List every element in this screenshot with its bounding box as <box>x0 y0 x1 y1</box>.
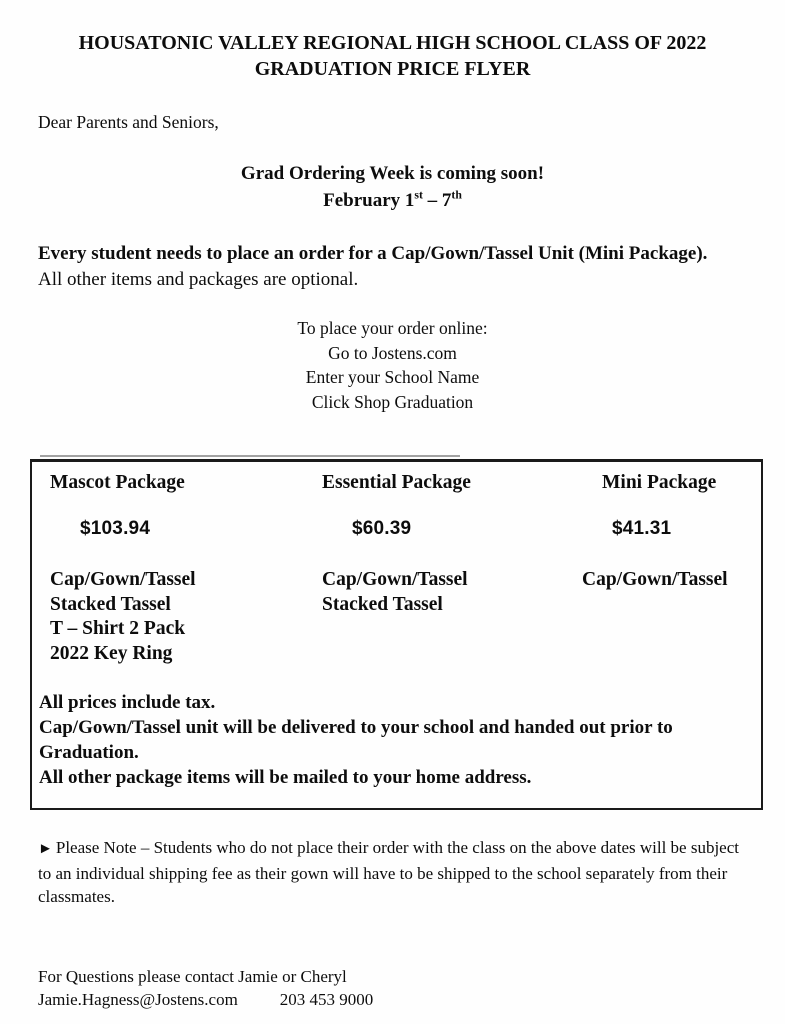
package-essential <box>304 472 564 666</box>
contact-block <box>38 965 760 1012</box>
date-middle: – 7 <box>422 190 452 211</box>
package-price: $60.39 <box>352 518 412 539</box>
arrow-right-icon: ► <box>38 841 53 857</box>
announcement-headline: Grad Ordering Week is coming soon! <box>240 163 545 184</box>
package-pricing-box <box>30 459 763 810</box>
contact-phone: 203 453 9000 <box>279 990 374 1009</box>
order-online-line: Go to Jostens.com <box>328 342 457 363</box>
package-item: 2022 Key Ring <box>50 642 173 664</box>
package-item: Stacked Tassel <box>322 593 443 615</box>
title-line-2: GRADUATION PRICE FLYER <box>254 58 531 80</box>
pricing-note: All prices include tax. <box>39 692 216 713</box>
announcement-dates <box>0 187 785 214</box>
date-ordinal-th: th <box>451 188 462 202</box>
requirement-regular-text: All other items and packages are optional. <box>38 269 359 290</box>
package-mascot <box>32 472 304 666</box>
order-online-line: Enter your School Name <box>305 367 480 387</box>
package-name: Mini Package <box>602 472 717 493</box>
package-mini <box>564 472 761 666</box>
package-item: Cap/Gown/Tassel <box>50 569 196 590</box>
salutation: Dear Parents and Seniors, <box>38 112 219 132</box>
page-title <box>40 30 745 82</box>
requirement-bold-text: Every student needs to place an order for a Cap/Gown/Tassel Unit (Mini Package). <box>38 243 708 264</box>
contact-details <box>38 988 760 1012</box>
order-online-line: Click Shop Graduation <box>311 391 474 412</box>
package-item-list <box>582 568 761 593</box>
order-online-line: To place your order online: <box>297 318 488 338</box>
package-name: Essential Package <box>322 472 471 493</box>
order-online-instructions <box>0 316 785 414</box>
package-price: $103.94 <box>80 518 151 539</box>
package-item: T – Shirt 2 Pack <box>50 618 186 639</box>
announcement <box>0 160 785 214</box>
package-price: $41.31 <box>612 518 672 539</box>
requirement-paragraph <box>38 241 710 293</box>
date-prefix: February 1 <box>323 190 415 211</box>
date-ordinal-st: st <box>414 188 423 202</box>
package-item-list <box>322 568 564 617</box>
package-item: Stacked Tassel <box>50 593 171 615</box>
package-columns <box>32 472 761 666</box>
pricing-note: All other package items will be mailed to your home address. <box>39 767 532 788</box>
please-note-text: Please Note – Students who do not place their order with the class on the above dates will be subject to an individual shipping fee as their gown will have to be shipped to the school separately from their classmates. <box>38 838 739 906</box>
package-name: Mascot Package <box>50 472 185 493</box>
contact-email: Jamie.Hagness@Jostens.com <box>38 990 238 1009</box>
pricing-notes <box>32 690 761 790</box>
package-item: Cap/Gown/Tassel <box>582 569 728 590</box>
contact-line: For Questions please contact Jamie or Cheryl <box>38 966 347 986</box>
title-line-1: HOUSATONIC VALLEY REGIONAL HIGH SCHOOL CLASS OF 2022 <box>78 32 707 54</box>
please-note-paragraph <box>38 836 755 909</box>
pricing-note: Cap/Gown/Tassel unit will be delivered to your school and handed out prior to Graduation. <box>39 717 673 763</box>
package-item: Cap/Gown/Tassel <box>322 569 468 590</box>
package-item-list <box>50 568 304 666</box>
